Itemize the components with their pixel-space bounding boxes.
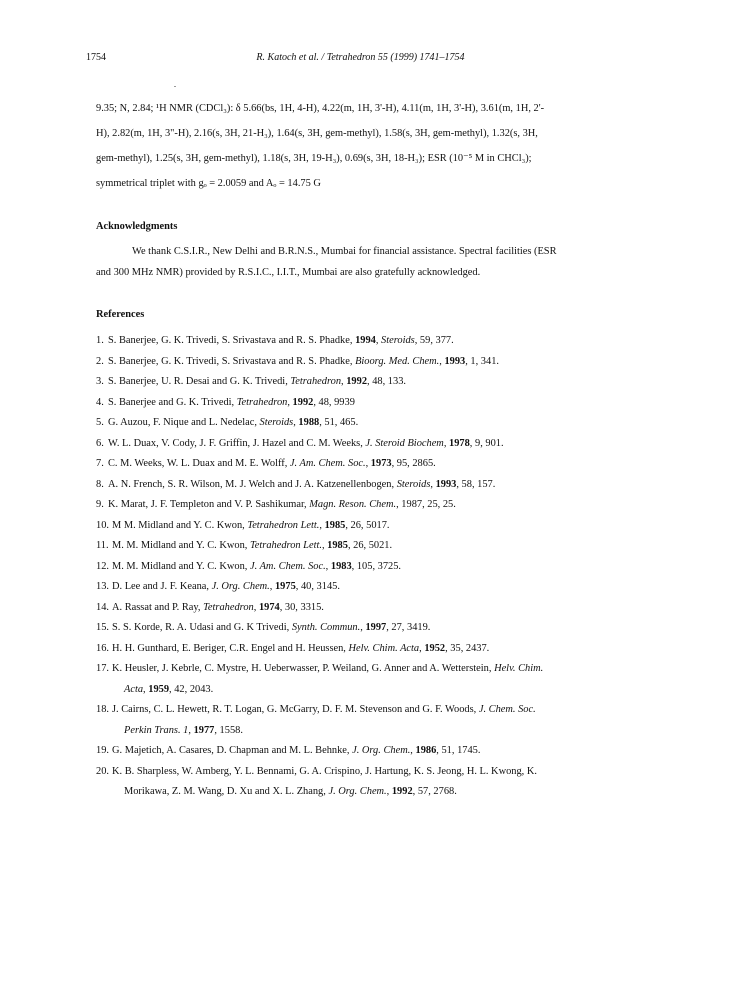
reference-number: 3. [96,376,104,387]
reference-item [96,352,648,373]
reference-year: 1973 [370,458,392,469]
acknowledgments-paragraph [96,241,648,283]
reference-text: Acta, 1959, 42, 2043. [124,683,214,695]
reference-year: 1992 [391,786,413,797]
reference-item [96,700,648,741]
reference-text: S. Banerjee, G. K. Trivedi, S. Srivastava and R. S. Phadke, 1994, Steroids, 59, 377. [108,335,454,346]
reference-volume-pages: , 51, 1745. [436,745,481,756]
reference-item [96,618,648,639]
reference-volume-pages: , 57, 2768. [412,786,457,797]
reference-year: 1952 [424,642,446,654]
reference-item [96,454,648,475]
reference-year: 1977 [193,724,215,736]
reference-item [96,475,648,496]
reference-year: 1992 [346,376,368,387]
reference-text: A. Rassat and P. Ray, Tetrahedron, 1974, 30, 3315. [112,601,324,613]
reference-volume-pages: , 27, 3419. [386,622,431,633]
reference-item [96,434,648,455]
reference-number: 6. [96,437,104,449]
reference-authors: W. L. Duax, V. Cody, J. F. Griffin, J. Hazel and C. M. Weeks, [108,437,366,449]
reference-journal: Acta [124,683,144,695]
reference-text [112,762,648,783]
reference-item [96,331,648,352]
nmr-line: H), 2.82(m, 1H, 3"-H), 2.16(s, 3H, 21-H₃), 1.64(s, 3H, gem-methyl), 1.58(s, 3H, gem-methyl), 1.32(s, 3H, [96,128,538,139]
reference-authors: K. Marat, J. F. Templeton and V. P. Sashikumar, [108,499,310,510]
reference-year: 1993 [435,478,457,490]
reference-year: 1959 [148,683,170,695]
reference-authors: K. B. Sharpless, W. Amberg, Y. L. Bennami, G. A. Crispino, J. Hartung, K. S. Jeong, H. L. Kwong, K. [112,765,537,777]
reference-authors: M. M. Midland and Y. C. Kwon, [112,560,250,572]
reference-text: K. Marat, J. F. Templeton and V. P. Sashikumar, Magn. Reson. Chem., 1987, 25, 25. [108,499,456,510]
reference-text: A. N. French, S. R. Wilson, M. J. Welch and J. A. Katzenellenbogen, Steroids, 1993, 58, 157. [108,478,496,490]
reference-text: S. Banerjee and G. K. Trivedi, Tetrahedron, 1992, 48, 9939 [108,396,355,408]
reference-journal: J. Org. Chem. [352,745,411,756]
references-heading: References [96,309,145,320]
reference-number: 16. [96,642,109,654]
reference-volume-pages: , 48, 9939 [313,396,355,408]
reference-number: 5. [96,417,104,428]
reference-authors: S. Banerjee, G. K. Trivedi, S. Srivastava and R. S. Phadke, [108,355,356,367]
reference-journal: Steroids [381,335,415,346]
reference-year: 1988 [298,417,320,428]
reference-volume-pages: , 59, 377. [414,335,454,346]
reference-authors: S. S. Korde, R. A. Udasi and G. K Trivedi, [112,622,292,633]
reference-journal: Helv. Chim. Acta [348,642,420,654]
reference-number: 19. [96,745,109,756]
reference-list [96,331,648,803]
reference-text [112,659,648,680]
reference-item [96,372,648,393]
reference-text: D. Lee and J. F. Keana, J. Org. Chem., 1975, 40, 3145. [112,581,340,592]
reference-year: 1987 [401,499,423,510]
page-header [86,52,635,68]
reference-volume-pages: , 26, 5017. [345,519,390,531]
reference-volume-pages: , 58, 157. [456,478,496,490]
reference-volume-pages: , 25, 25. [422,499,456,510]
reference-number: 10. [96,519,109,531]
reference-volume-pages: , 1, 341. [465,355,499,367]
reference-volume-pages: , 51, 465. [319,417,359,428]
ack-line: We thank C.S.I.R., New Delhi and B.R.N.S., Mumbai for financial assistance. Spectral facilities (ESR [132,246,557,257]
reference-volume-pages: , 35, 2437. [445,642,490,654]
reference-number: 12. [96,560,109,572]
reference-authors: M. M. Midland and Y. C. Kwon, [112,540,250,551]
reference-text [112,700,648,721]
reference-volume-pages: , 1558. [214,724,243,736]
reference-authors: S. Banerjee and G. K. Trivedi, [108,396,237,408]
nmr-line: 9.35; N, 2.84; ¹H NMR (CDCl₃): δ 5.66(bs, 1H, 4-H), 4.22(m, 1H, 3'-H), 4.11(m, 1H, 3'-H), 3.61(m, 1H, 2'- [96,103,545,114]
reference-authors: G. Auzou, F. Nique and L. Nedelac, [108,417,260,428]
reference-authors: A. N. French, S. R. Wilson, M. J. Welch and J. A. Katzenellenbogen, [108,478,397,490]
reference-journal: Synth. Commun. [291,622,361,633]
reference-journal: Steroids [396,478,431,490]
reference-journal: J. Am. Chem. Soc. [289,458,366,469]
reference-number: 2. [96,355,104,367]
reference-year: 1994 [355,335,376,346]
reference-number: 8. [96,478,104,490]
nmr-line: symmetrical triplet with gₒ = 2.0059 and Aₒ = 14.75 G [96,178,321,189]
reference-journal: J. Chem. Soc. [478,704,536,715]
reference-authors: H. H. Gunthard, E. Beriger, C.R. Engel and H. Heussen, [112,642,349,654]
reference-item [96,659,648,700]
reference-item [96,516,648,537]
reference-item [96,495,648,516]
reference-item [96,557,648,578]
reference-number: 11. [96,540,109,551]
reference-authors: S. Banerjee, G. K. Trivedi, S. Srivastava and R. S. Phadke, [108,335,356,346]
reference-journal: Bioorg. Med. Chem. [355,355,440,367]
reference-text: M. M. Midland and Y. C. Kwon, Tetrahedron Lett., 1985, 26, 5021. [112,540,393,551]
reference-number: 9. [96,499,104,510]
reference-authors: A. Rassat and P. Ray, [112,601,204,613]
reference-authors: M M. Midland and Y. C. Kwon, [112,519,248,531]
reference-text: Morikawa, Z. M. Wang, D. Xu and X. L. Zhang, J. Org. Chem., 1992, 57, 2768. [124,786,457,797]
reference-number: 15. [96,622,109,633]
reference-volume-pages: , 40, 3145. [295,581,340,592]
reference-volume-pages: , 26, 5021. [347,540,393,551]
reference-volume-pages: , 9, 901. [469,437,504,449]
reference-volume-pages: , 48, 133. [367,376,406,387]
reference-journal: Helv. Chim. [494,663,544,674]
reference-item [96,413,648,434]
reference-journal: Perkin Trans. 1 [124,724,189,736]
reference-item [96,639,648,660]
reference-text: M. M. Midland and Y. C. Kwon, J. Am. Chem. Soc., 1983, 105, 3725. [112,560,402,572]
reference-journal: Steroids [259,417,294,428]
scan-speck [174,86,176,87]
reference-number: 1. [96,335,104,346]
reference-year: 1983 [330,560,352,572]
acknowledgments-heading: Acknowledgments [96,221,178,232]
reference-volume-pages: , 42, 2043. [169,683,214,695]
reference-item [96,741,648,762]
reference-journal: Tetrahedron [203,601,254,613]
reference-authors: Morikawa, Z. M. Wang, D. Xu and X. L. Zhang, [124,786,329,797]
ack-line: and 300 MHz NMR) provided by R.S.I.C., I.I.T., Mumbai are also gratefully acknowledged. [96,267,481,278]
page-number: 1754 [86,52,106,63]
reference-number: 7. [96,458,104,469]
reference-authors: C. M. Weeks, W. L. Duax and M. E. Wolff, [108,458,290,469]
reference-journal: Tetrahedron [236,396,288,408]
reference-year: 1974 [258,601,280,613]
reference-item [96,393,648,414]
reference-text: W. L. Duax, V. Cody, J. F. Griffin, J. Hazel and C. M. Weeks, J. Steroid Biochem, 1978, 9, 901. [108,437,504,449]
reference-authors: G. Majetich, A. Casares, D. Chapman and M. L. Behnke, [112,745,353,756]
running-title: R. Katoch et al. / Tetrahedron 55 (1999) 1741–1754 [256,52,465,63]
reference-item [96,598,648,619]
reference-text: S. Banerjee, U. R. Desai and G. K. Trivedi, Tetrahedron, 1992, 48, 133. [108,376,406,387]
reference-text: G. Majetich, A. Casares, D. Chapman and M. L. Behnke, J. Org. Chem., 1986, 51, 1745. [112,745,481,756]
reference-authors: J. Cairns, C. L. Hewett, R. T. Logan, G. McGarry, D. F. M. Stevenson and G. F. Woods, [112,704,479,715]
reference-item [96,762,648,803]
reference-year: 1978 [449,437,470,449]
reference-journal: Tetrahedron Lett. [249,540,322,551]
reference-authors: K. Heusler, J. Kebrle, C. Mystre, H. Ueberwasser, P. Weiland, G. Anner and A. Wetterstein, [112,663,495,674]
reference-text: S. S. Korde, R. A. Udasi and G. K Trivedi, Synth. Commun., 1997, 27, 3419. [112,622,431,633]
reference-text: H. H. Gunthard, E. Beriger, C.R. Engel and H. Heussen, Helv. Chim. Acta, 1952, 35, 2437. [112,642,490,654]
reference-text: S. Banerjee, G. K. Trivedi, S. Srivastava and R. S. Phadke, Bioorg. Med. Chem., 1993, 1, 341. [108,355,499,367]
reference-volume-pages: , 95, 2865. [391,458,436,469]
reference-journal: J. Org. Chem. [211,581,270,592]
reference-year: 1985 [324,519,346,531]
nmr-line: gem-methyl), 1.25(s, 3H, gem-methyl), 1.18(s, 3H, 19-H₃), 0.69(s, 3H, 18-H₃); ESR (10⁻⁵ M in CHCl₃); [96,153,532,164]
reference-journal: J. Am. Chem. Soc. [249,560,326,572]
reference-year: 1986 [415,745,437,756]
reference-number: 20. [96,765,109,777]
reference-item [96,536,648,557]
reference-number: 4. [96,396,104,408]
reference-year: 1985 [327,540,348,551]
reference-text: Perkin Trans. 1, 1977, 1558. [124,724,243,736]
reference-number: 13. [96,581,109,592]
reference-year: 1992 [292,396,314,408]
reference-journal: J. Steroid Biochem [365,437,444,449]
reference-authors: D. Lee and J. F. Keana, [112,581,212,592]
reference-journal: J. Org. Chem. [328,786,387,797]
reference-year: 1993 [444,355,466,367]
reference-volume-pages: , 30, 3315. [279,601,324,613]
reference-year: 1997 [365,622,387,633]
reference-year: 1975 [274,581,296,592]
reference-journal: Magn. Reson. Chem. [309,499,397,510]
reference-journal: Tetrahedron Lett. [247,519,320,531]
reference-text: G. Auzou, F. Nique and L. Nedelac, Steroids, 1988, 51, 465. [108,417,359,428]
reference-text: C. M. Weeks, W. L. Duax and M. E. Wolff, J. Am. Chem. Soc., 1973, 95, 2865. [108,458,436,469]
reference-journal: Tetrahedron [290,376,342,387]
reference-authors: S. Banerjee, U. R. Desai and G. K. Trivedi, [108,376,291,387]
reference-number: 14. [96,601,109,613]
reference-volume-pages: , 105, 3725. [351,560,402,572]
reference-item [96,577,648,598]
reference-number: 17. [96,663,109,674]
nmr-paragraph [96,96,648,196]
reference-text: M M. Midland and Y. C. Kwon, Tetrahedron Lett., 1985, 26, 5017. [112,519,390,531]
reference-number: 18. [96,704,109,715]
